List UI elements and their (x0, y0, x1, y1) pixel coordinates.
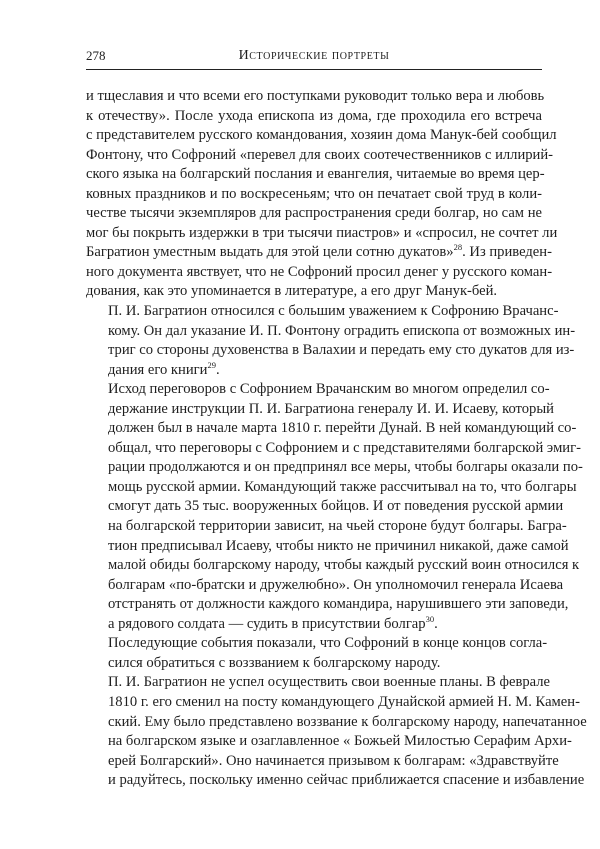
paragraph (86, 634, 548, 673)
line-text: Исход переговоров с Софронием Врачанским во многом определил со- (108, 381, 550, 398)
line-text: ного документа явствует, что не Софроний просил денег у русского коман- (86, 263, 553, 280)
line-text: дания его книги (108, 361, 208, 378)
line-text: общал, что переговоры с Софронием и с представителями болгарской эмиг- (108, 439, 581, 456)
text-line (86, 517, 567, 537)
text-line (86, 400, 554, 420)
footnote-reference: 29 (207, 359, 216, 370)
line-text: ерей Болгарский». Оно начинается призывом к болгарам: «Здравствуйте (108, 752, 559, 769)
line-text: а рядового солдата — судить в присутствии болгар (108, 615, 426, 632)
text-line (86, 361, 542, 381)
text-line (86, 771, 585, 791)
text-line (86, 615, 542, 635)
line-text: и радуйтесь, поскольку именно сейчас приближается спасение и избавление (108, 772, 585, 789)
text-line (86, 439, 581, 459)
line-text-after-footnote: . (434, 615, 438, 632)
running-head (86, 48, 542, 68)
text-line (86, 537, 569, 557)
line-text: Последующие события показали, что Софроний в конце концов согла- (108, 635, 548, 652)
running-title: Исторические портреты (238, 48, 390, 63)
text-line (86, 322, 576, 342)
line-text: триг со стороны духовенства в Валахии и передать ему сто дукатов для из- (108, 342, 575, 359)
text-line (86, 458, 583, 478)
line-text: на болгарской территории зависит, на чьей стороне будут болгары. Багра- (108, 518, 567, 535)
text-line (86, 165, 545, 185)
line-text: Фонтону, что Софроний «перевел для своих соотечественников с иллирий- (86, 146, 554, 163)
text-line (86, 419, 577, 439)
paragraph (86, 87, 558, 302)
line-text: кому. Он дал указание И. П. Фонтону оградить епископа от возможных ин- (108, 322, 576, 339)
text-line (86, 576, 564, 596)
text-line (86, 302, 559, 322)
text-line (86, 107, 542, 127)
line-text: ковных праздников и по воскресеньям; что он печатает свой труд в коли- (86, 185, 542, 202)
line-text: отстранять от должности каждого командира, нарушившего эти заповеди, (108, 596, 569, 613)
line-text: П. И. Багратион не успел осуществить свои военные планы. В феврале (108, 674, 551, 691)
line-text: 1810 г. его сменил на посту командующего Дунайской армией Н. М. Камен- (108, 693, 580, 710)
text-line (86, 87, 545, 107)
text-line (86, 224, 558, 244)
line-text: к отечеству». После ухода епископа из дома, где проходила его встреча (86, 107, 542, 124)
line-text: рации продолжаются и он предпринял все меры, чтобы болгары оказали по- (108, 459, 583, 476)
text-line (86, 380, 550, 400)
line-text: ского языка на болгарский послания и евангелия, читаемые во время цер- (86, 166, 545, 183)
text-line (86, 497, 564, 517)
line-text: мог бы покрыть издержки в три тысячи пиастров» и «спросил, не сочтет ли (86, 224, 558, 241)
line-text: честве тысячи экземпляров для распространения среди болгар, но сам не (86, 205, 542, 222)
line-text: должен был в начале марта 1810 г. перейти Дунай. В ней командующий со- (108, 420, 577, 437)
line-text: малой обиды болгарскому народу, чтобы каждый русский воин относился к (108, 557, 580, 574)
footnote-reference: 30 (425, 613, 435, 624)
line-text: П. И. Багратион относился с большим уважением к Софронию Врачанс- (108, 303, 559, 320)
body-text (86, 87, 587, 791)
text-line (86, 693, 580, 713)
text-line (86, 556, 580, 576)
text-line (86, 654, 542, 674)
text-line (86, 732, 572, 752)
line-text: держание инструкции П. И. Багратиона генералу И. И. Исаеву, который (108, 400, 554, 417)
header-rule (86, 69, 542, 70)
text-line (86, 478, 577, 498)
text-line (86, 146, 554, 166)
line-text: смогут дать 35 тыс. вооруженных бойцов. И от поведения русской армии (108, 498, 564, 515)
line-text-after-footnote: . (215, 361, 220, 378)
line-text-after-footnote: . Из приведен- (462, 244, 552, 261)
text-line (86, 634, 548, 654)
line-text: Багратион уместным выдать для этой цели сотню дукатов» (86, 244, 454, 261)
footnote-reference: 28 (453, 242, 463, 253)
text-line (86, 341, 575, 361)
line-text: с представителем русского командования, хозяин дома Манук-бей сообщил (86, 127, 557, 144)
line-text: болгарам «по-братски и дружелюбно». Он уполномочил генерала Исаева (108, 576, 564, 593)
line-text: тион предписывал Исаеву, чтобы никто не причинил никакой, даже самой (108, 537, 569, 554)
text-line (86, 752, 559, 772)
text-line (86, 204, 542, 224)
paragraph (86, 673, 587, 790)
text-line (86, 185, 542, 205)
paragraph (86, 302, 576, 380)
text-line (86, 242, 552, 263)
text-line (86, 595, 569, 615)
text-line (86, 126, 557, 146)
text-line (86, 263, 553, 283)
text-line (86, 673, 551, 693)
line-text: и тщеславия и что всеми его поступками руководит только вера и любовь (86, 88, 545, 104)
line-text: мощь русской армии. Командующий также рассчитывал на то, что болгары (108, 478, 577, 495)
line-text: дования, как это упоминается в литературе, а его друг Манук-бей. (86, 283, 498, 300)
page-number: 278 (86, 48, 106, 63)
text-line (86, 713, 587, 733)
text-line (86, 282, 542, 302)
paragraph (86, 380, 583, 634)
line-text: сился обратиться с воззванием к болгарскому народу. (108, 654, 441, 671)
line-text: на болгарском языке и озаглавленное « Божьей Милостью Серафим Архи- (108, 733, 572, 750)
line-text: ский. Ему было представлено воззвание к болгарскому народу, напечатанное (108, 713, 587, 730)
